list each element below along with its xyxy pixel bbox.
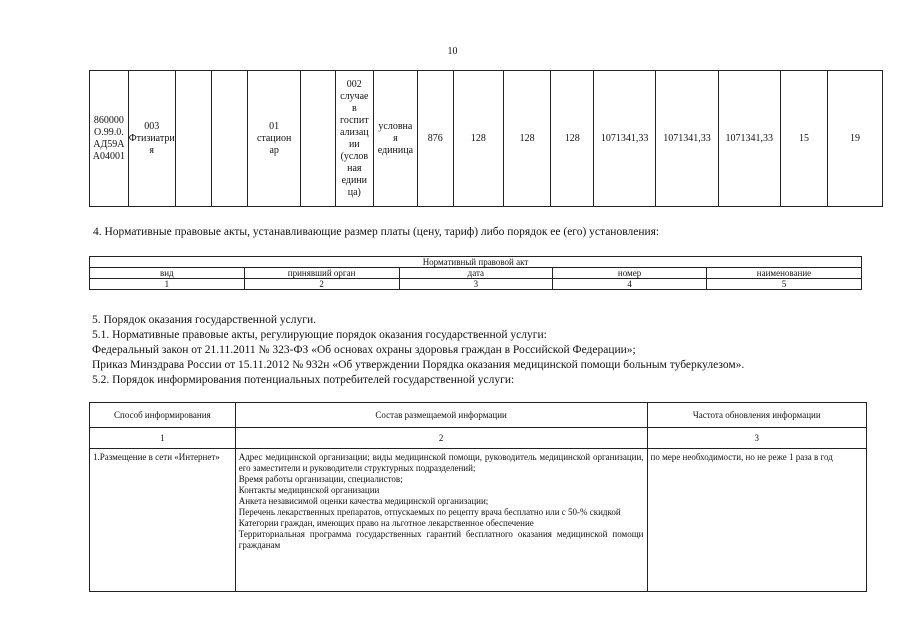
list-item: Территориальная программа государственных гарантий бесплатного оказания медицинской помощи гражданам: [238, 529, 644, 550]
table-row: [90, 403, 867, 428]
list-item: Категории граждан, имеющих право на льготное лекарственное обеспечение: [238, 518, 534, 528]
information-cell: [235, 449, 647, 592]
federal-law-line: Федеральный закон от 21.11.2011 № 323-ФЗ «Об основах охраны здоровья граждан в Российской Федерации»;: [92, 344, 636, 356]
list-item: Анкета независимой оценки качества медицинской организации;: [238, 496, 489, 506]
value-cell: 128: [503, 71, 550, 207]
header-cell: принявший орган: [244, 268, 399, 279]
number-cell: 1: [90, 428, 236, 449]
table-title: Нормативный правовой акт: [90, 257, 862, 268]
indicators-table: [89, 70, 883, 207]
price-cell: 1071341,33: [718, 71, 780, 207]
value-cell: 128: [453, 71, 503, 207]
table-row: [90, 257, 862, 268]
price-cell: 1071341,33: [656, 71, 718, 207]
table-row: [90, 449, 867, 592]
unit-code-cell: 876: [417, 71, 453, 207]
empty-cell: [175, 71, 211, 207]
informing-table: [89, 402, 867, 592]
header-cell: наименование: [706, 268, 861, 279]
number-cell: 4: [553, 279, 707, 290]
indicator-name-cell: 002 случае в госпит ализац ии (услов ная едини ца): [335, 71, 374, 207]
registry-code-cell: 860000 О.99.0. АД59А А04001: [90, 71, 129, 207]
header-cell: Состав размещаемой информации: [235, 403, 647, 428]
section-5-1-heading: 5.1. Нормативные правовые акты, регулирующие порядок оказания государственной услуги:: [92, 329, 547, 341]
number-cell: 5: [706, 279, 861, 290]
method-cell: 1.Размещение в сети «Интернет»: [90, 449, 236, 592]
number-cell: 1: [90, 279, 245, 290]
table-row: [90, 428, 867, 449]
frequency-cell: по мере необходимости, но не реже 1 раза в год: [647, 449, 866, 592]
number-cell: 2: [244, 279, 399, 290]
value-cell: 128: [551, 71, 594, 207]
list-item: Контакты медицинской организации: [238, 485, 380, 495]
table-row: [90, 268, 862, 279]
header-cell: дата: [399, 268, 553, 279]
profile-cell: 003 Фтизиатри я: [128, 71, 175, 207]
table-row: [90, 71, 883, 207]
unit-name-cell: условна я единица: [374, 71, 418, 207]
list-item: Время работы организации, специалистов;: [238, 474, 403, 484]
empty-cell: [301, 71, 335, 207]
list-item: Адрес медицинской организации; виды медицинской помощи, руководитель медицинской организации, его заместители и руководители структурных подразделений;: [238, 452, 644, 473]
deviation-cell: 15: [780, 71, 827, 207]
section-4-heading: 4. Нормативные правовые акты, устанавливающие размер платы (цену, тариф) либо порядок ее (его) установления:: [93, 226, 660, 238]
conditions-cell: 01 стацион ар: [248, 71, 301, 207]
number-cell: 3: [399, 279, 553, 290]
list-item: Перечень лекарственных препаратов, отпускаемых по рецепту врача бесплатно или с 50-% скидкой: [238, 507, 621, 517]
empty-cell: [211, 71, 247, 207]
page-number: 10: [447, 46, 458, 57]
section-5-2-heading: 5.2. Порядок информирования потенциальных потребителей государственной услуги:: [92, 374, 515, 386]
legal-acts-table: [89, 256, 862, 290]
deviation-cell: 19: [828, 71, 883, 207]
header-cell: номер: [553, 268, 707, 279]
number-cell: 3: [647, 428, 866, 449]
number-cell: 2: [235, 428, 647, 449]
header-cell: вид: [90, 268, 245, 279]
price-cell: 1071341,33: [594, 71, 656, 207]
header-cell: Способ информирования: [90, 403, 236, 428]
header-cell: Частота обновления информации: [647, 403, 866, 428]
section-5-heading: 5. Порядок оказания государственной услуги.: [92, 314, 316, 326]
table-row: [90, 279, 862, 290]
ministry-order-line: Приказ Минздрава России от 15.11.2012 № 932н «Об утверждении Порядка оказания медицинской помощи больным туберкулезом».: [92, 359, 745, 371]
